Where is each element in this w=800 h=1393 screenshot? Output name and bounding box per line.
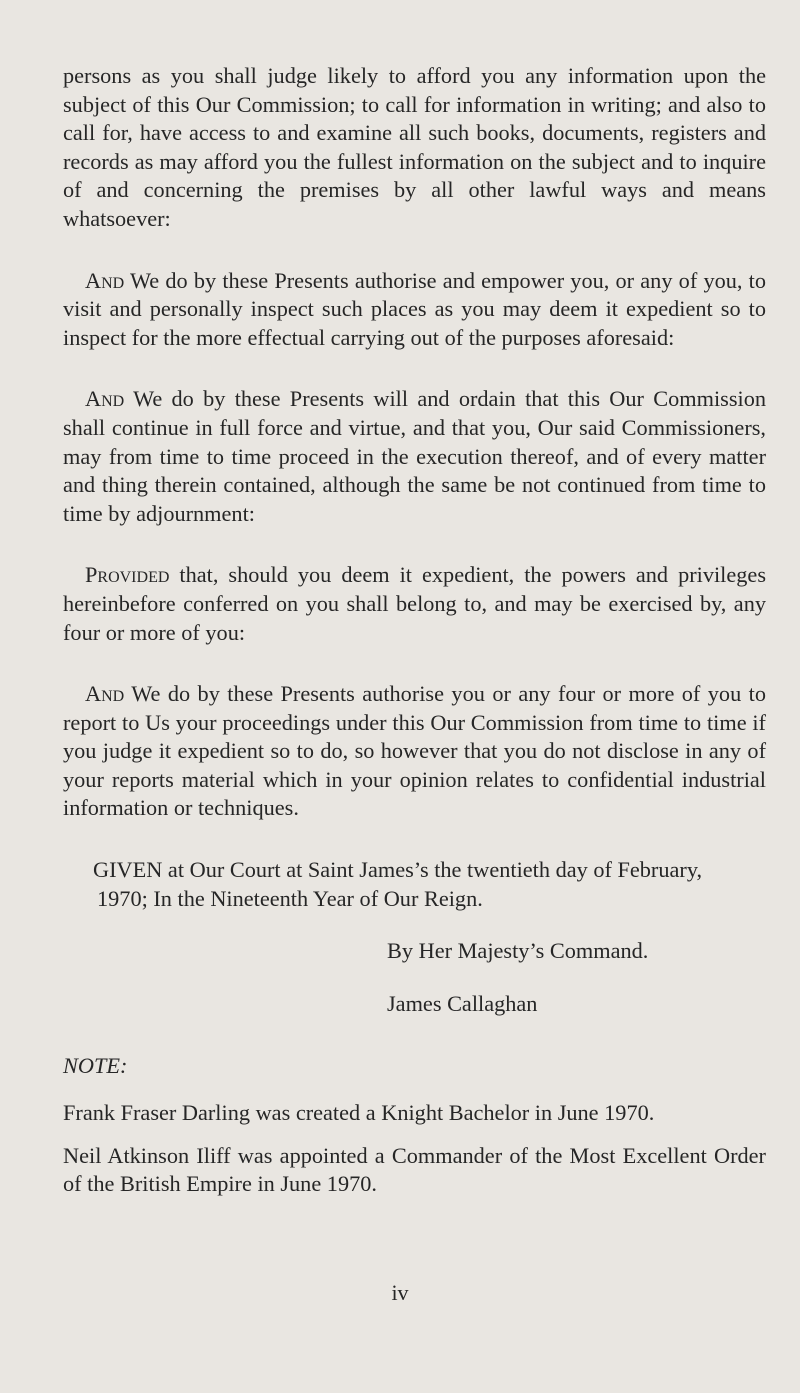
paragraph-lead-word: Provided [85,562,170,588]
given-line-1: GIVEN at Our Court at Saint James’s the twentieth day of February, [93,857,703,883]
royal-command-line: By Her Majesty’s Command. [387,938,649,964]
note-heading: NOTE: [63,1053,128,1079]
note-line-commander-order: Neil Atkinson Iliff was appointed a Commander of the Most Excellent Order of the British Empire in June 1970. [63,1142,766,1197]
paragraph-powers-to-call-for-information: persons as you shall judge likely to afford you any information upon the subject of this Our Commission; to call for information in writing; and also to call for, have access to and examine all such books, documents, registers and records as may afford you the fullest information on the subject and to inquire of and concerning the premises by all other lawful ways and means whatsoever: [63,63,766,231]
paragraph-body: We do by these Presents will and ordain that this Our Commission shall continue in full force and virtue, and that you, Our said Commissioners, may from time to time proceed in the execution thereof, and of every matter and thing therein contained, although the same be not continued from time to time by adjournment: [63,386,766,526]
paragraph-reporting-authority [63,680,766,823]
given-at-court-clause [93,856,766,913]
paragraph-commission-continuance [63,385,766,528]
paragraph-body: We do by these Presents authorise you or any four or more of you to report to Us your proceedings under this Our Commission from time to time if you judge it expedient so to do, so however that you do not disclose in any of your reports material which in your opinion relates to confidential industrial information or techniques. [63,681,766,821]
paragraph-lead-word: And [85,386,125,412]
paragraph-body: that, should you deem it expedient, the powers and privileges hereinbefore conferred on you shall belong to, and may be exercised by, any four or more of you: [63,562,766,645]
paragraph-quorum-proviso [63,561,766,647]
given-line-2: 1970; In the Nineteenth Year of Our Reign. [97,885,483,911]
page-number: iv [391,1280,409,1305]
paragraph-lead-word: And [85,681,125,707]
signatory-name: James Callaghan [387,990,538,1016]
note-line-knight-bachelor: Frank Fraser Darling was created a Knight Bachelor in June 1970. [63,1100,655,1126]
paragraph-lead-word: And [85,267,125,293]
paragraph-authorise-inspection [63,267,766,353]
paragraph-body: We do by these Presents authorise and empower you, or any of you, to visit and personally inspect such places as you may deem it expedient so to inspect for the more effectual carrying out of the purposes aforesaid: [63,267,766,350]
